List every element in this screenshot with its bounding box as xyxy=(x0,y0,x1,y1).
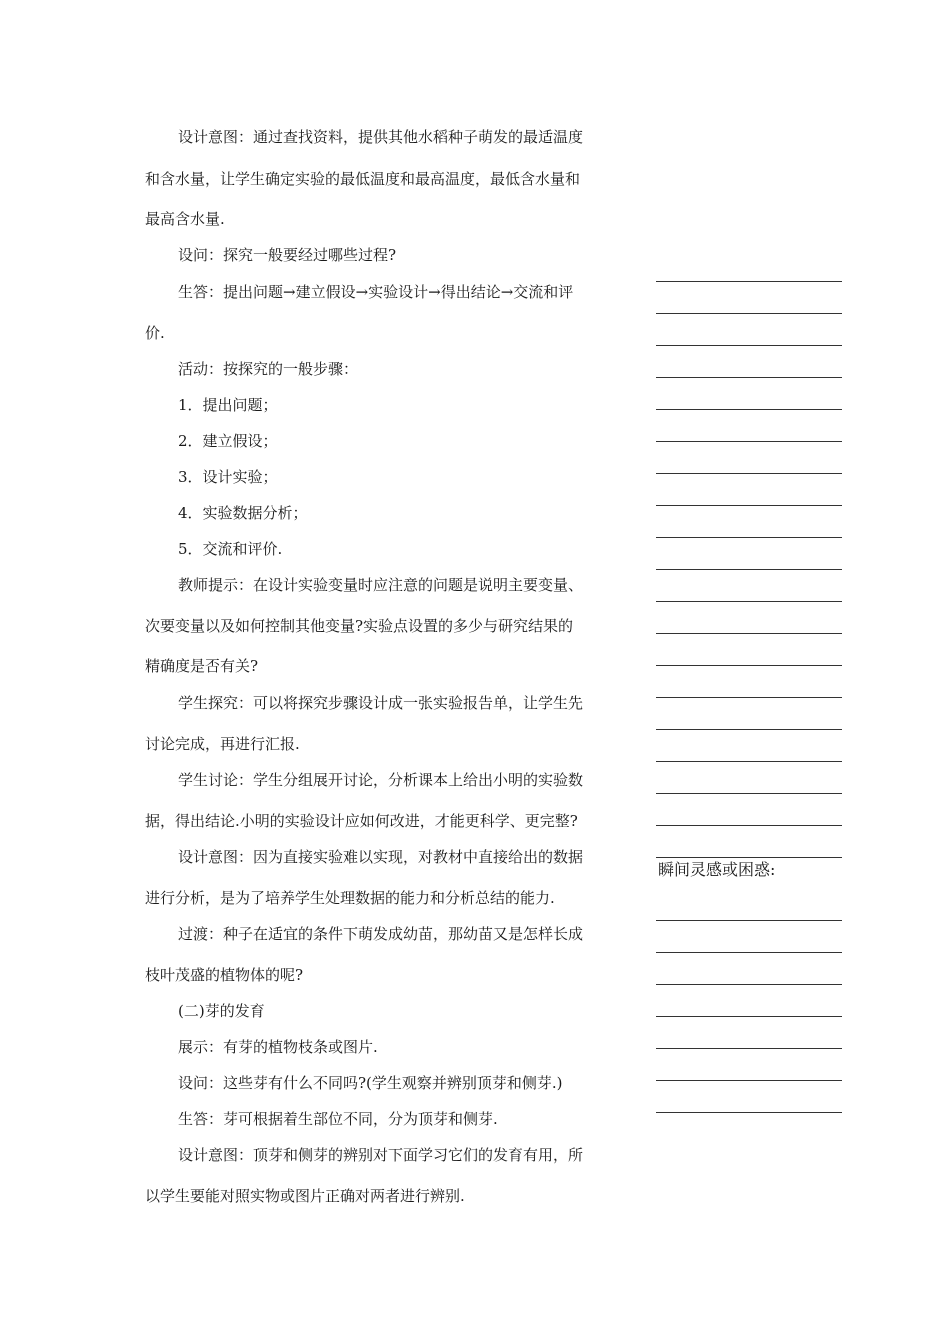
paragraph-line: 设问：这些芽有什么不同吗?(学生观察并辨别顶芽和侧芽.) xyxy=(178,1074,563,1092)
paragraph-line: 进行分析，是为了培养学生处理数据的能力和分析总结的能力. xyxy=(145,889,555,907)
note-blank-line xyxy=(656,1112,842,1113)
list-item: 5．交流和评价. xyxy=(178,540,283,558)
paragraph-line: 展示：有芽的植物枝条或图片. xyxy=(178,1038,378,1056)
paragraph-line: 最高含水量. xyxy=(145,210,225,228)
paragraph-line: 设问：探究一般要经过哪些过程? xyxy=(178,246,397,264)
paragraph-line: 学生讨论：学生分组展开讨论，分析课本上给出小明的实验数 xyxy=(178,771,584,789)
note-blank-line xyxy=(656,409,842,410)
note-blank-line xyxy=(656,505,842,506)
list-item: 3．设计实验； xyxy=(178,468,278,486)
note-blank-line xyxy=(656,345,842,346)
paragraph-line: 枝叶茂盛的植物体的呢? xyxy=(145,966,304,984)
note-blank-line xyxy=(656,729,842,730)
note-blank-line xyxy=(656,601,842,602)
paragraph-line: 过渡：种子在适宜的条件下萌发成幼苗，那幼苗又是怎样长成 xyxy=(178,925,584,943)
note-blank-line xyxy=(656,1080,842,1081)
paragraph-line: 活动：按探究的一般步骤： xyxy=(178,360,359,378)
note-blank-line xyxy=(656,920,842,921)
note-blank-line xyxy=(656,569,842,570)
paragraph-line: 以学生要能对照实物或图片正确对两者进行辨别. xyxy=(145,1187,465,1205)
paragraph-line: 次要变量以及如何控制其他变量?实验点设置的多少与研究结果的 xyxy=(145,617,574,635)
paragraph-line: 教师提示：在设计实验变量时应注意的问题是说明主要变量、 xyxy=(178,576,584,594)
inspiration-label: 瞬间灵感或困惑: xyxy=(658,860,776,879)
note-blank-line xyxy=(656,377,842,378)
list-item: 4．实验数据分析； xyxy=(178,504,308,522)
note-blank-line xyxy=(656,665,842,666)
note-blank-line xyxy=(656,1048,842,1049)
paragraph-line: 设计意图：通过查找资料，提供其他水稻种子萌发的最适温度 xyxy=(178,128,584,146)
note-blank-line xyxy=(656,537,842,538)
note-blank-line xyxy=(656,825,842,826)
note-blank-line xyxy=(656,633,842,634)
note-blank-line xyxy=(656,313,842,314)
paragraph-line: 设计意图：因为直接实验难以实现，对教材中直接给出的数据 xyxy=(178,848,584,866)
note-blank-line xyxy=(656,761,842,762)
note-blank-line xyxy=(656,857,842,858)
note-blank-line xyxy=(656,1016,842,1017)
note-blank-line xyxy=(656,441,842,442)
list-item: 1．提出问题； xyxy=(178,396,278,414)
paragraph-line: 精确度是否有关? xyxy=(145,657,259,675)
paragraph-line: 学生探究：可以将探究步骤设计成一张实验报告单，让学生先 xyxy=(178,694,584,712)
paragraph-line: 设计意图：顶芽和侧芽的辨别对下面学习它们的发育有用，所 xyxy=(178,1146,584,1164)
paragraph-line: 讨论完成，再进行汇报. xyxy=(145,735,300,753)
paragraph-line: 价. xyxy=(145,324,165,342)
note-blank-line xyxy=(656,952,842,953)
list-item: 2．建立假设； xyxy=(178,432,278,450)
note-blank-line xyxy=(656,281,842,282)
note-blank-line xyxy=(656,473,842,474)
note-blank-line xyxy=(656,697,842,698)
paragraph-line: 和含水量，让学生确定实验的最低温度和最高温度，最低含水量和 xyxy=(145,170,581,188)
note-blank-line xyxy=(656,793,842,794)
paragraph-line: 生答：芽可根据着生部位不同，分为顶芽和侧芽. xyxy=(178,1110,498,1128)
section-heading: (二)芽的发育 xyxy=(178,1002,265,1020)
paragraph-line: 生答：提出问题→建立假设→实验设计→得出结论→交流和评 xyxy=(178,283,574,301)
paragraph-line: 据，得出结论.小明的实验设计应如何改进，才能更科学、更完整? xyxy=(145,812,578,830)
note-blank-line xyxy=(656,984,842,985)
